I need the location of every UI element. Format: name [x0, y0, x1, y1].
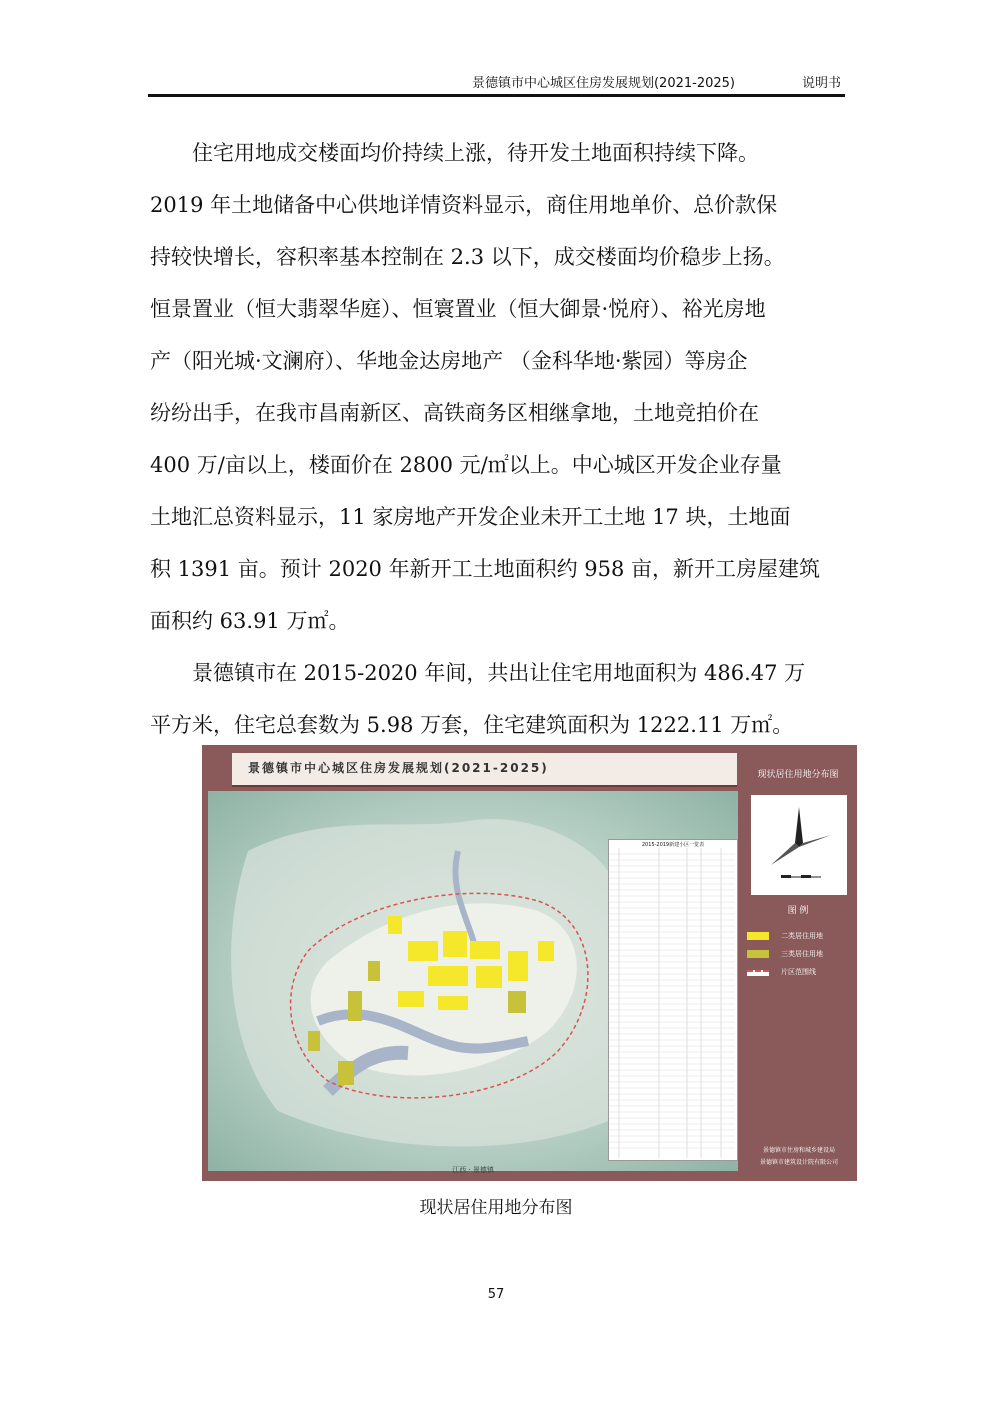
side-footer-line: 景德镇市建筑设计院有限公司	[759, 1159, 838, 1166]
figure-banner-title: 景德镇市中心城区住房发展规划(2021-2025)	[248, 761, 549, 775]
legend-label: 三类居住用地	[781, 950, 823, 958]
p1-line: 2019 年土地储备中心供地详情资料显示，商住用地单价、总价款保	[150, 193, 778, 217]
legend-label: 二类居住用地	[781, 932, 823, 940]
map-figure	[202, 745, 857, 1181]
map-image	[208, 791, 738, 1171]
p1-line: 纷纷出手，在我市昌南新区、高铁商务区相继拿地，土地竞拍价在	[150, 401, 759, 425]
legend-swatch	[747, 970, 769, 976]
p1-line: 土地汇总资料显示，11 家房地产开发企业未开工土地 17 块，土地面	[150, 505, 791, 529]
legend-item	[747, 967, 857, 979]
side-footer-line: 景德镇市住房和城乡建设局	[762, 1147, 835, 1154]
legend-label: 片区范围线	[781, 968, 816, 976]
page-header	[148, 70, 845, 97]
project-table-title: 2015-2019新建小区一览表	[641, 842, 705, 848]
compass-rose-icon	[751, 795, 847, 895]
side-footer	[743, 1145, 855, 1169]
legend-swatch	[747, 950, 769, 958]
map-footer: 江西 · 景德镇	[452, 1166, 494, 1174]
legend-item	[747, 931, 857, 943]
p1-line: 持较快增长，容积率基本控制在 2.3 以下，成交楼面均价稳步上扬。	[150, 245, 785, 269]
p2-line: 平方米，住宅总套数为 5.98 万套，住宅建筑面积为 1222.11 万㎡。	[150, 713, 794, 737]
p1-line: 面积约 63.91 万㎡。	[150, 609, 350, 633]
side-title: 现状居住用地分布图	[757, 770, 839, 780]
p1-line: 住宅用地成交楼面均价持续上涨，待开发土地面积持续下降。	[192, 141, 759, 165]
paragraph-2	[150, 647, 845, 751]
body-text	[150, 127, 845, 751]
map-side-panel	[739, 745, 857, 1181]
legend-title: 图 例	[787, 906, 809, 916]
legend-item	[747, 949, 857, 961]
project-table-grid	[609, 848, 735, 1158]
page-number: 57	[487, 1287, 505, 1302]
legend-swatch	[747, 932, 769, 940]
p1-line: 积 1391 亩。预计 2020 年新开工土地面积约 958 亩，新开工房屋建筑	[150, 557, 821, 581]
paragraph-1	[150, 127, 845, 647]
header-tag: 说明书	[801, 76, 841, 91]
figure-banner	[232, 753, 737, 787]
project-table	[608, 839, 738, 1161]
header-title: 景德镇市中心城区住房发展规划(2021-2025)	[471, 76, 735, 91]
p2-line: 景德镇市在 2015-2020 年间，共出让住宅用地面积为 486.47 万	[192, 661, 806, 685]
p1-line: 产（阳光城·文澜府）、华地金达房地产 （金科华地·紫园）等房企	[150, 349, 748, 373]
p1-line: 400 万/亩以上，楼面价在 2800 元/㎡以上。中心城区开发企业存量	[150, 453, 782, 477]
p1-line: 恒景置业（恒大翡翠华庭）、恒寰置业（恒大御景·悦府）、裕光房地	[150, 297, 766, 321]
figure-caption: 现状居住用地分布图	[419, 1198, 573, 1218]
compass-graphic	[751, 795, 847, 895]
